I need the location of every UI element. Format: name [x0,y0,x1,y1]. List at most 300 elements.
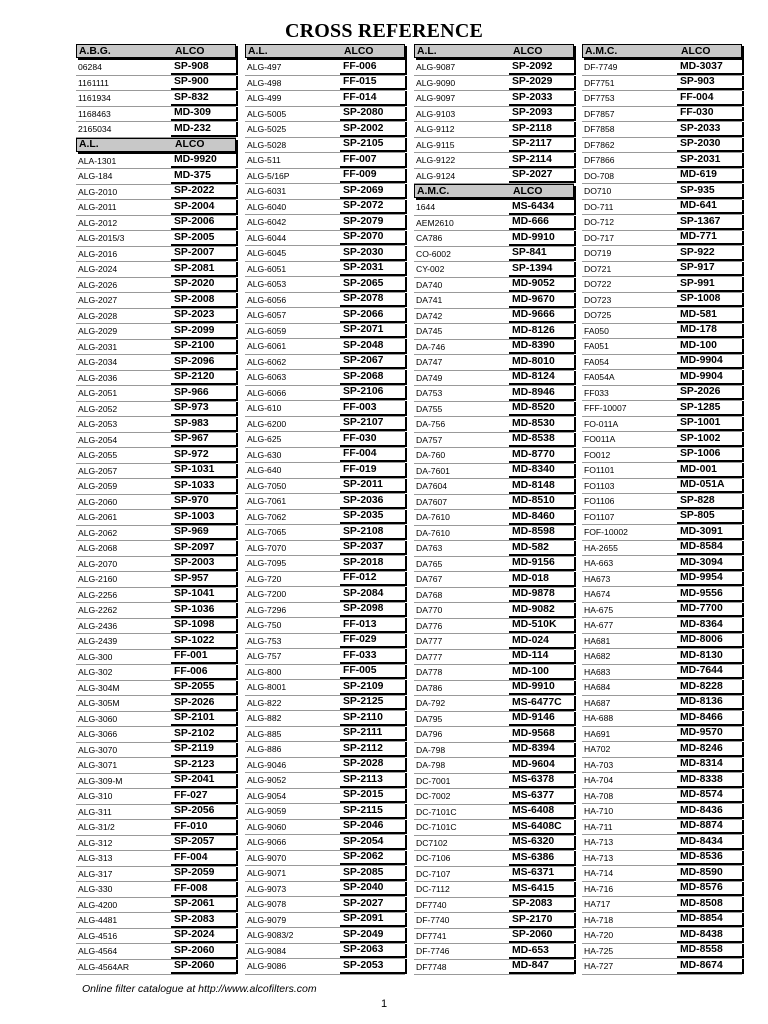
table-row [582,897,742,913]
competitor-part-number: HA-703 [584,759,614,770]
alco-part-number: MD-8576 [677,882,742,897]
alco-part-number: FF-009 [340,169,405,184]
alco-part-number: MD-8136 [677,696,742,711]
table-row [76,340,236,356]
table-row [245,463,405,479]
competitor-part-number: ALG-2062 [78,527,118,538]
alco-part-number: MD-8770 [509,448,574,463]
alco-part-number: SP-2011 [340,479,405,494]
table-row [414,324,574,340]
alco-part-number: SP-2072 [340,200,405,215]
competitor-part-number: HA683 [584,666,611,677]
table-row [76,495,236,511]
alco-part-number: MD-582 [509,541,574,556]
alco-part-number: SP-1006 [677,448,742,463]
table-row [245,76,405,92]
competitor-part-number: HA682 [584,651,611,662]
competitor-part-number: ALG-7296 [247,604,287,615]
competitor-part-number: ALG-2027 [78,295,118,306]
alco-part-number: MD-641 [677,200,742,215]
alco-part-number: MD-771 [677,231,742,246]
alco-part-number: SP-2053 [340,959,405,974]
table-row [414,76,574,92]
alco-part-number: SP-2015 [340,789,405,804]
alco-part-number: MD-8530 [509,417,574,432]
table-row [245,386,405,402]
alco-part-number: FF-013 [340,618,405,633]
competitor-part-number: ALG-2054 [78,434,118,445]
competitor-part-number: ALG-9090 [416,77,456,88]
alco-part-number: SP-2002 [340,122,405,137]
competitor-part-number: ALG-9097 [416,93,456,104]
competitor-part-number: ALG-2011 [78,202,117,213]
alco-part-number: MD-8130 [677,649,742,664]
alco-part-number: SP-2026 [677,386,742,401]
alco-part-number: SP-2006 [171,216,236,231]
table-row [414,371,574,387]
competitor-part-number: 1168463 [78,108,111,119]
alco-part-number: FF-029 [340,634,405,649]
alco-part-number: SP-2031 [340,262,405,277]
table-row [76,293,236,309]
competitor-part-number: ALG-6063 [247,372,287,383]
competitor-part-number: HA-2655 [584,542,618,553]
table-row [76,448,236,464]
alco-part-number: MD-9146 [509,712,574,727]
competitor-part-number: ALG-6061 [247,341,287,352]
section-header [582,44,742,58]
competitor-part-number: ALG-2439 [78,636,118,647]
competitor-part-number: ALG-304M [78,682,120,693]
competitor-part-number: ALG-610 [247,403,282,414]
competitor-part-number: ALG-317 [78,868,113,879]
alco-part-number: SP-2060 [509,929,574,944]
table-row [414,138,574,154]
table-row [414,464,574,480]
alco-part-number: SP-2118 [509,122,574,137]
alco-part-number: SP-2111 [340,727,405,742]
table-row [245,401,405,417]
alco-part-number: SP-2031 [677,153,742,168]
alco-part-number: SP-970 [171,495,236,510]
alco-part-number: SP-2112 [340,742,405,757]
alco-part-number: MD-8436 [677,804,742,819]
table-row [245,882,405,898]
table-row [245,773,405,789]
competitor-part-number: ALG-6200 [247,418,287,429]
competitor-part-number: DA740 [416,279,443,290]
alco-part-number: SP-2061 [171,898,236,913]
table-row [582,866,742,882]
alco-part-number: SP-1285 [677,401,742,416]
alco-part-number: SP-2028 [340,758,405,773]
table-row [582,494,742,510]
competitor-part-number: ALG-6044 [247,232,287,243]
competitor-part-number: ALG-310 [78,791,113,802]
competitor-part-number: DA770 [416,605,443,616]
alco-part-number: MD-8520 [509,402,574,417]
competitor-part-number: ALG-9086 [247,961,287,972]
alco-part-number: SP-2114 [509,153,574,168]
table-row [582,308,742,324]
competitor-part-number: DO-717 [584,232,615,243]
competitor-part-number: ALG-498 [247,77,282,88]
table-row [76,107,236,123]
alco-part-number: FF-012 [340,572,405,587]
competitor-part-number: ALG-720 [247,573,282,584]
table-row [245,262,405,278]
competitor-part-number: DA-792 [416,698,446,709]
table-row [414,882,574,898]
table-row [414,122,574,138]
alco-part-number: MD-8466 [677,711,742,726]
table-row [245,448,405,464]
alco-part-number: SP-2037 [340,541,405,556]
competitor-part-number: ALG-4516 [78,930,118,941]
alco-part-number: SP-2036 [340,494,405,509]
alco-part-number: MD-666 [509,216,574,231]
table-row [414,417,574,433]
competitor-part-number: ALG-3070 [78,744,118,755]
alco-part-number: MS-6408C [509,820,574,835]
competitor-part-number: FOF-10002 [584,527,628,538]
table-row [76,278,236,294]
alco-part-number: MD-8874 [677,820,742,835]
table-row [245,556,405,572]
competitor-part-number: DA747 [416,357,443,368]
table-row [582,401,742,417]
table-row [414,153,574,169]
competitor-part-number: HA-727 [584,961,614,972]
table-row [245,432,405,448]
competitor-part-number: DA742 [416,310,443,321]
competitor-part-number: ALG-9059 [247,806,287,817]
table-row [414,355,574,371]
competitor-part-number: ALG-9084 [247,945,287,956]
competitor-part-number: 06284 [78,62,102,73]
manufacturer-name: A.M.C. [417,185,450,197]
alco-part-number: SP-2029 [509,76,574,91]
table-row [76,758,236,774]
competitor-part-number: DC7102 [416,837,448,848]
alco-part-number: SP-2099 [171,324,236,339]
competitor-part-number: DA767 [416,574,443,585]
table-row [76,867,236,883]
alco-part-number: MD-7700 [677,603,742,618]
table-row [245,618,405,634]
alco-part-number: MD-8946 [509,386,574,401]
table-row [245,541,405,557]
competitor-part-number: ALG-2256 [78,589,118,600]
competitor-part-number: ALG-6062 [247,356,287,367]
table-row [414,216,574,232]
reference-column-3 [414,44,574,975]
competitor-part-number: ALG-9103 [416,108,456,119]
competitor-part-number: ALG-305M [78,698,120,709]
table-row [76,185,236,201]
alco-part-number: SP-2022 [171,185,236,200]
table-row [245,153,405,169]
alco-part-number: MD-8148 [509,479,574,494]
competitor-part-number: ALG-2015/3 [78,233,125,244]
table-row [582,665,742,681]
alco-part-number: MD-8340 [509,464,574,479]
competitor-part-number: FFF-10007 [584,403,627,414]
table-row [76,262,236,278]
alco-part-number: SP-1022 [171,634,236,649]
table-row [245,122,405,138]
alco-part-number: SP-2071 [340,324,405,339]
competitor-part-number: ALG-5/16P [247,170,290,181]
competitor-part-number: ALG-2028 [78,310,118,321]
competitor-part-number: ALG-822 [247,697,282,708]
alco-part-number: SP-2008 [171,293,236,308]
table-row [245,138,405,154]
competitor-part-number: ALG-630 [247,449,282,460]
table-row [245,231,405,247]
alco-part-number: SP-2101 [171,712,236,727]
competitor-part-number: DF7748 [416,961,447,972]
table-row [76,76,236,92]
competitor-part-number: DA786 [416,682,443,693]
table-row [414,60,574,76]
competitor-part-number: ALG-2068 [78,543,118,554]
competitor-part-number: DA741 [416,295,443,306]
competitor-part-number: FO1101 [584,465,615,476]
competitor-part-number: HA-718 [584,914,614,925]
table-row [582,789,742,805]
alco-part-number: SP-973 [171,402,236,417]
alco-part-number: MD-8584 [677,541,742,556]
competitor-part-number: DF7751 [584,77,615,88]
table-row [414,200,574,216]
alco-part-number: FF-006 [171,665,236,680]
table-row [414,479,574,495]
table-row [76,588,236,604]
competitor-part-number: DF7740 [416,899,447,910]
table-row [414,789,574,805]
alco-part-number: SP-957 [171,572,236,587]
competitor-part-number: DA763 [416,543,443,554]
competitor-part-number: ALG-311 [78,806,112,817]
competitor-part-number: ALG-9122 [416,155,456,166]
table-row [414,541,574,557]
table-row [76,944,236,960]
table-row [245,789,405,805]
table-row [582,541,742,557]
alco-part-number: SP-1098 [171,619,236,634]
alco-part-number: MD-9954 [677,572,742,587]
table-row [582,959,742,975]
alco-part-number: SP-832 [171,91,236,106]
table-row [76,386,236,402]
competitor-part-number: ALG-9070 [247,852,287,863]
alco-part-number: SP-828 [677,494,742,509]
table-row [245,184,405,200]
competitor-part-number: DO710 [584,186,612,197]
alco-part-number: SP-2093 [509,107,574,122]
alco-part-number: FF-001 [171,650,236,665]
table-row [245,91,405,107]
table-row [582,572,742,588]
competitor-part-number: ALG-2026 [78,279,118,290]
alco-part-number: MD-232 [171,122,236,137]
manufacturer-name: A.M.C. [585,45,618,57]
alco-part-number: SP-805 [677,510,742,525]
competitor-part-number: HA-675 [584,604,614,615]
alco-part-number: MD-8536 [677,851,742,866]
competitor-part-number: AEM2610 [416,217,454,228]
table-row [245,370,405,386]
table-row [245,603,405,619]
table-row [245,696,405,712]
competitor-part-number: ALG-2070 [78,558,118,569]
competitor-part-number: ALG-6051 [247,263,287,274]
competitor-part-number: HA-688 [584,713,614,724]
competitor-part-number: ALG-2034 [78,357,118,368]
alco-part-number: FF-027 [171,789,236,804]
table-row [582,711,742,727]
competitor-part-number: ALG-2262 [78,605,118,616]
alco-part-number: SP-2085 [340,866,405,881]
alco-part-number: SP-2107 [340,417,405,432]
table-row [414,898,574,914]
alco-part-number: FF-003 [340,401,405,416]
competitor-part-number: ALG-9071 [247,868,287,879]
alco-part-number: SP-2098 [340,603,405,618]
competitor-part-number: ALG-3060 [78,713,118,724]
competitor-part-number: DA776 [416,620,443,631]
alco-part-number: SP-966 [171,386,236,401]
competitor-part-number: DO722 [584,279,612,290]
table-row [582,417,742,433]
alco-part-number: MD-8438 [677,928,742,943]
alco-part-number: SP-2027 [509,169,574,184]
table-row [414,650,574,666]
competitor-part-number: FA051 [584,341,609,352]
alco-part-number: SP-2055 [171,681,236,696]
competitor-part-number: DF-7746 [416,946,450,957]
competitor-part-number: ALG-9066 [247,837,287,848]
competitor-part-number: DA-7610 [416,512,450,523]
alco-part-number: MD-8508 [677,897,742,912]
table-row [76,216,236,232]
competitor-part-number: DA-7601 [416,465,450,476]
table-row [414,944,574,960]
competitor-part-number: ALG-5025 [247,124,287,135]
table-row [414,681,574,697]
alco-part-number: SP-2083 [509,898,574,913]
table-row [76,541,236,557]
table-row [245,60,405,76]
competitor-part-number: ALG-9060 [247,821,287,832]
table-row [414,231,574,247]
competitor-part-number: HA-720 [584,930,614,941]
competitor-part-number: ALG-2057 [78,465,118,476]
competitor-part-number: ALG-9112 [416,124,455,135]
table-row [76,231,236,247]
alco-part-number: MD-9082 [509,603,574,618]
alco-part-number: SP-1367 [677,215,742,230]
table-row [414,526,574,542]
alco-part-number: MD-9904 [677,370,742,385]
alco-part-number: SP-1001 [677,417,742,432]
competitor-part-number: DA-798 [416,744,446,755]
alco-part-number: SP-967 [171,433,236,448]
competitor-part-number: DF7862 [584,139,615,150]
table-row [414,913,574,929]
alco-column-label: ALCO [681,45,711,57]
table-row [76,433,236,449]
alco-part-number: SP-2035 [340,510,405,525]
competitor-part-number: ALG-886 [247,744,282,755]
competitor-part-number: ALG-2012 [78,217,118,228]
alco-part-number: SP-2041 [171,774,236,789]
competitor-part-number: ALG-302 [78,667,113,678]
alco-part-number: SP-2120 [171,371,236,386]
table-row [414,758,574,774]
alco-part-number: MD-8854 [677,913,742,928]
alco-part-number: MD-8538 [509,433,574,448]
competitor-part-number: DA753 [416,388,443,399]
competitor-part-number: DA755 [416,403,443,414]
alco-part-number: SP-2048 [340,339,405,354]
table-row [414,247,574,263]
competitor-part-number: DA749 [416,372,443,383]
competitor-part-number: DA795 [416,713,443,724]
alco-part-number: MD-3091 [677,525,742,540]
competitor-part-number: HA691 [584,728,611,739]
competitor-part-number: DA-7610 [416,527,450,538]
alco-part-number: FF-014 [340,91,405,106]
table-row [76,417,236,433]
competitor-part-number: ALG-2160 [78,574,118,585]
table-row [582,913,742,929]
competitor-part-number: FA050 [584,325,609,336]
alco-part-number: MD-024 [509,634,574,649]
alco-part-number: MD-8558 [677,944,742,959]
alco-part-number: MS-6434 [509,200,574,215]
alco-part-number: MD-9156 [509,557,574,572]
table-row [245,587,405,603]
alco-part-number: SP-1008 [677,293,742,308]
alco-part-number: MD-847 [509,960,574,975]
competitor-part-number: FO011A [584,434,616,445]
competitor-part-number: ALG-2036 [78,372,118,383]
competitor-part-number: ALG-2053 [78,419,118,430]
alco-part-number: SP-2084 [340,587,405,602]
footer-note: Online filter catalogue at http://www.alcofilters.com [82,983,317,995]
alco-part-number: MD-375 [171,169,236,184]
table-row [245,742,405,758]
table-row [414,448,574,464]
alco-part-number: SP-2105 [340,138,405,153]
table-row [76,479,236,495]
table-row [414,867,574,883]
competitor-part-number: HA-708 [584,790,614,801]
section-header [245,44,405,58]
competitor-part-number: HA702 [584,744,611,755]
alco-part-number: SP-1003 [171,510,236,525]
alco-part-number: MS-6415 [509,882,574,897]
page-number: 1 [380,998,388,1010]
alco-part-number: SP-2065 [340,277,405,292]
table-row [245,355,405,371]
competitor-part-number: ALG-2052 [78,403,118,414]
table-row [245,897,405,913]
competitor-part-number: DO-712 [584,217,615,228]
competitor-part-number: HA-663 [584,558,614,569]
